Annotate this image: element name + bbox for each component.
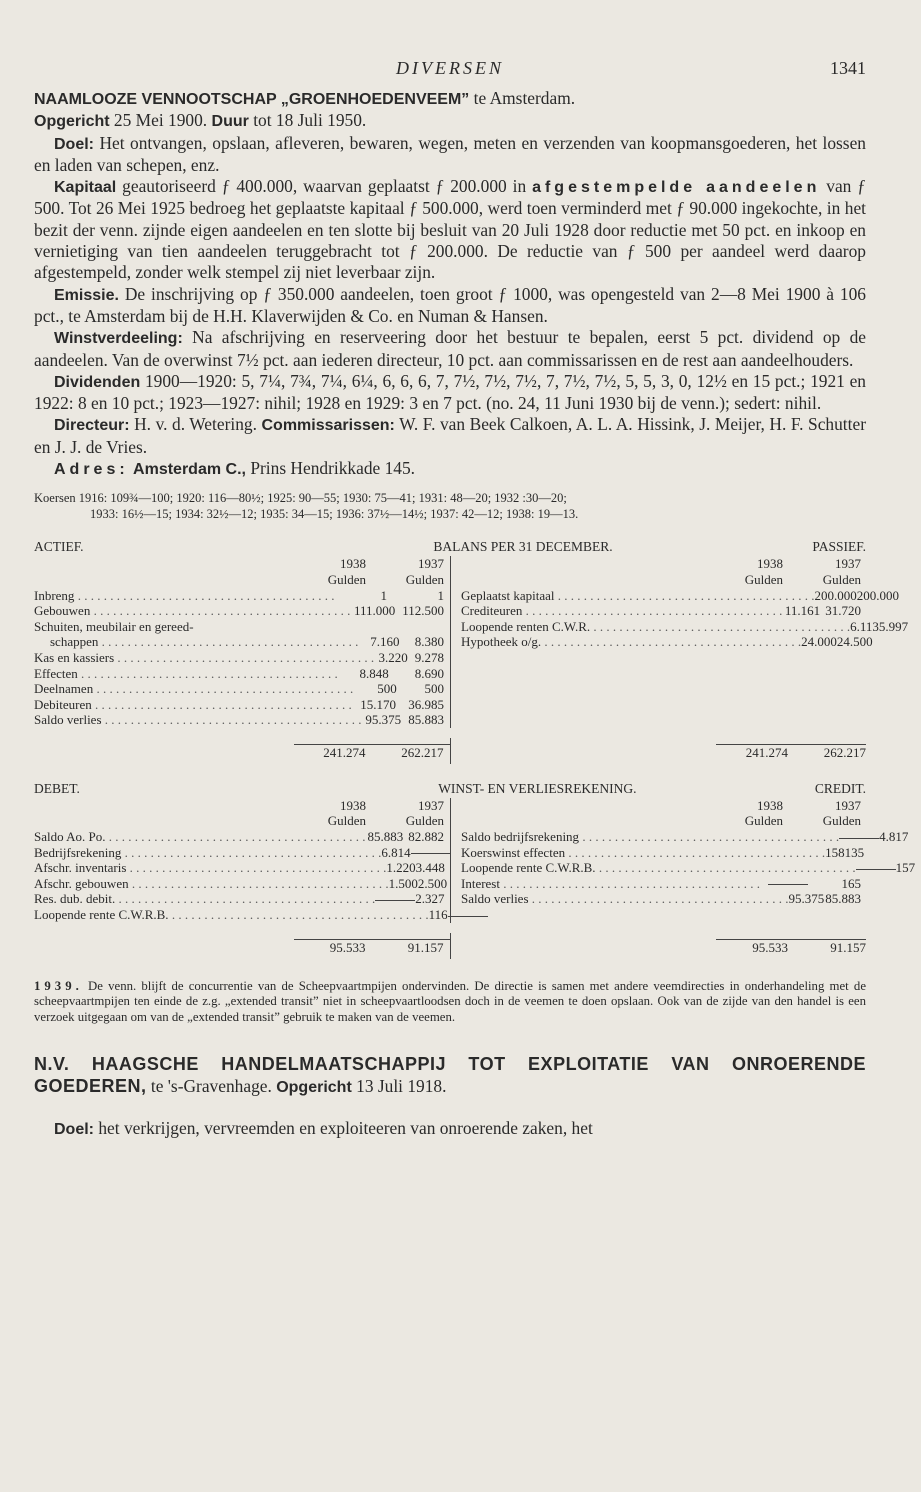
leader-dots: . . . . . . . . . . . . . . . . . . . . . . . . . . . . . . . . . . . . . . . . [93,681,354,697]
leader-dots: . . . . . . . . . . . . . . . . . . . . . . . . . . . . . . . . . . . . . . . . [121,844,382,860]
cell-1937: 9.278 [414,649,444,665]
row-label: Hypotheek o/g. [461,634,542,650]
leader-dots: . . . . . . . . . . . . . . . . . . . . . . . . . . . . . . . . . . . . . . . . [90,603,351,619]
doel-label: Doel: [54,135,94,153]
table-row [34,891,450,907]
year-heading: 1938 [757,797,783,813]
row-label: Saldo verlies [461,891,529,907]
row-label: Loopende rente C.W.R.B. [34,907,169,923]
directeur-label: Directeur: [54,417,130,435]
next-opgericht-label: Opgericht [276,1079,352,1097]
unit-heading: Gulden [822,571,861,587]
emissie-text: De inschrijving op ƒ 350.000 aandeelen, toen groot ƒ 1000, was opengesteld van 2—8 Mei 1900 à 106 pct., te Amsterdam bij de H.H. Klaverwijden & Co. en Numan & Hansen. [34,283,866,326]
winst-text: Na afschrijving en reserveering door het bestuur te bepalen, eerst 5 pct. dividend op de aandeelen. Van de overwinst 7½ pct. aan iederen directeur, 10 pct. aan commissarissen en de rest aan aandeelhouders. [34,327,866,370]
cell-1937: 135 [844,844,865,860]
table-row [451,603,867,619]
cell-1938: 1 [380,587,388,603]
cell-1937: 24.500 [836,634,873,650]
leader-dots: . . . . . . . . . . . . . . . . . . . . . . . . . . . . . . . . . . . . . . . . [541,634,802,650]
year-heading: 1937 [835,797,861,813]
leader-dots: . . . . . . . . . . . . . . . . . . . . . . . . . . . . . . . . . . . . . . . . [528,891,789,907]
row-label: Inbreng [34,587,75,603]
year-heading: 1937 [835,556,861,572]
nil-dash [839,838,879,839]
next-opgericht-text: 13 Juli 1918. [356,1076,447,1097]
cell-1938 [839,829,879,845]
cell-1938: 111.000 [354,603,396,619]
winst-label: Winstverdeeling: [54,330,183,348]
section-title: DIVERSEN [396,58,504,78]
leader-dots: . . . . . . . . . . . . . . . . . . . . . . . . . . . . . . . . . . . . . . . . [91,696,352,712]
table-row [451,634,873,650]
opgericht-label: Opgericht [34,113,110,131]
note-1939 [34,979,866,1026]
year-heading: 1938 [757,556,783,572]
row-label: Loopende rente C.W.R.B. [461,860,596,876]
table-row [34,619,450,635]
row-label: Schuiten, meubilair en gereed- [34,618,194,634]
row-label: schappen [50,634,99,650]
directeur-text: H. v. d. Wetering. [134,414,257,435]
cell-1938: 6.113 [850,618,879,634]
row-label: Afschr. inventaris [34,860,127,876]
winst-table [34,780,916,959]
cell-1937: 1 [437,587,444,603]
total-credit-1937: 91.157 [788,939,866,959]
company-location: te Amsterdam. [473,88,576,108]
leader-dots: . . . . . . . . . . . . . . . . . . . . . . . . . . . . . . . . . . . . . . . . [101,712,362,728]
nil-dash [856,869,896,870]
debet-column [34,798,451,923]
leader-dots: . . . . . . . . . . . . . . . . . . . . . . . . . . . . . . . . . . . . . . . . [114,649,375,665]
note-year: 1939. [34,978,83,993]
cell-1938: 500 [377,681,397,697]
table-row [34,876,450,892]
unit-heading: Gulden [405,813,444,829]
table-row [34,712,450,728]
cell-1937: 82.882 [408,829,444,845]
leader-dots: . . . . . . . . . . . . . . . . . . . . . . . . . . . . . . . . . . . . . . . . [128,875,389,891]
cell-1938: 95.375 [365,712,402,728]
cell-1937: 3.448 [415,860,445,876]
cell-1937 [411,845,457,861]
adres-city: Amsterdam C., [133,461,246,479]
total-debet-1938: 95.533 [294,939,366,959]
row-label: Interest [461,875,500,891]
cell-1938: 15.170 [360,696,397,712]
unit-heading: Gulden [405,571,444,587]
unit-heading: Gulden [327,813,366,829]
kapitaal-text-2: van ƒ 500. Tot 26 Mei 1925 bedroeg het geplaatste kapitaal ƒ 500.000, werd toen verminderd met ƒ 90.000 ingekochte, in het bezit der venn. zijnde eigen aandeelen en ten slotte bij besluit van 20 Juli 1928 door reductie met 50 pct. en inkoop en vernietiging van tien aandeelen teruggebracht tot ƒ 200.000. De reductie van ƒ 500 per aandeel werd daarop afgestempeld, zonder welk stempel zij niet leverbaar zijn. [34,176,866,283]
cell-1938 [760,876,808,892]
unit-heading: Gulden [744,571,783,587]
leader-dots: . . . . . . . . . . . . . . . . . . . . . . . . . . . . . . . . . . . . . . . . [126,860,387,876]
duur-label: Duur [211,113,249,131]
balans-left-caption: ACTIEF. [34,539,84,555]
row-label: Saldo bedrijfsrekening [461,829,580,845]
unit-heading: Gulden [327,571,366,587]
winst-captions [34,780,866,798]
total-actief-1938: 241.274 [294,744,366,764]
leader-dots: . . . . . . . . . . . . . . . . . . . . . . . . . . . . . . . . . . . . . . . . [499,875,760,891]
leader-dots: . . . . . . . . . . . . . . . . . . . . . . . . . . . . . . . . . . . . . . . . [579,829,840,845]
year-heading: 1937 [418,797,444,813]
cell-1938: 24.000 [801,634,837,650]
table-row [451,876,867,892]
row-label: Deelnamen [34,681,94,697]
total-debet-1937: 91.157 [366,939,450,959]
cell-1938: 116 [428,907,448,923]
leader-dots: . . . . . . . . . . . . . . . . . . . . . . . . . . . . . . . . . . . . . . . . [115,891,376,907]
nil-dash [375,900,415,901]
cell-1937: 8.380 [414,634,444,650]
cell-1937: 5.997 [878,618,909,634]
table-row [451,587,899,604]
adres-label: Adres: [54,461,129,479]
year-heading: 1938 [340,797,366,813]
nil-dash [411,853,451,854]
row-label: Debiteuren [34,696,92,712]
row-label: Crediteuren [461,603,523,619]
cell-1938: 11.161 [784,603,821,619]
cell-1937: 2.327 [415,891,445,907]
balans-table [34,538,909,764]
table-row [34,860,450,876]
leader-dots: . . . . . . . . . . . . . . . . . . . . . . . . . . . . . . . . . . . . . . . . [565,844,826,860]
cell-1938 [375,891,415,907]
doel-text: Het ontvangen, opslaan, afleveren, bewaren, wegen, meten en verzenden van koopmansgoederen, het lossen en laden van schepen, enz. [34,132,866,175]
cell-1938: 85.883 [367,829,404,845]
emissie-label: Emissie. [54,286,119,304]
table-row [34,588,450,604]
table-row [34,829,450,845]
cell-1937: 500 [424,681,444,697]
opgericht-text: 25 Mei 1900. [113,110,208,131]
unit-heading: Gulden [744,813,783,829]
row-label: Koerswinst effecten [461,844,566,860]
cell-1937: 4.817 [879,829,909,845]
cell-1937: 112.500 [402,603,444,619]
next-doel-text: het verkrijgen, vervreemden en exploiteeren van onroerende zaken, het [98,1117,593,1138]
commissarissen-text: W. F. van Beek Calkoen, A. L. A. Hissink, J. Meijer, H. F. Schutter en J. J. de Vries. [34,414,866,457]
cell-1937: 157 [895,860,916,876]
row-label: Loopende renten C.W.R. [461,618,591,634]
leader-dots: . . . . . . . . . . . . . . . . . . . . . . . . . . . . . . . . . . . . . . . . [554,587,815,603]
row-label: Saldo Ao. Po. [34,829,106,845]
koersen-line-1: Koersen 1916: 109¾—100; 1920: 116—80½; 1925: 90—55; 1930: 75—41; 1931: 48—20; 1932 :30—20; [34,491,567,506]
table-row [34,650,450,666]
table-row [34,634,450,650]
dividend-label: Dividenden [54,373,141,391]
cell-1937: 200.000 [856,587,899,603]
winst-center-caption: WINST- EN VERLIESREKENING. [438,780,637,796]
cell-1937: 8.690 [414,665,444,681]
dividend-text: 1900—1920: 5, 7¼, 7¾, 7¼, 6¼, 6, 6, 6, 7, 7½, 7½, 7½, 7, 7½, 7½, 5, 5, 3, 0, 12½ en 15 pct.; 1921 en 1922: 8 en 10 pct.; 1923—1927: nihil; 1928 en 1929: 3 en 7 pct. (no. 24, 11 Juni 1930 bij de venn.); sedert: nihil. [34,370,866,414]
running-header [34,58,866,88]
leader-dots: . . . . . . . . . . . . . . . . . . . . . . . . . . . . . . . . . . . . . . . . [77,665,338,681]
table-row [34,681,450,697]
total-credit-1938: 95.533 [716,939,788,959]
table-row [34,907,450,923]
cell-1938: 1.500 [388,875,418,891]
kapitaal-spaced: afgestempelde aandeelen [532,179,821,197]
table-row [34,697,450,713]
cell-1938: 8.848 [359,665,389,681]
koersen-line-2: 1933: 16½—15; 1934: 32½—12; 1935: 34—15; 1936: 37½—14½; 1937: 42—12; 1938: 19—13. [90,507,579,522]
total-passief-1938: 241.274 [716,744,788,764]
unit-heading: Gulden [822,813,861,829]
winst-left-caption: DEBET. [34,780,80,796]
credit-column [451,797,916,923]
page [34,58,916,1158]
adres-text: Prins Hendrikkade 145. [250,458,416,479]
table-row [34,603,450,619]
next-company-name: N.V. HAAGSCHE HANDELMAATSCHAPPIJ TOT EXPLOITATIE VAN ONROERENDE GOEDEREN, [34,1054,866,1097]
next-company-entry [34,1053,866,1140]
row-label: Kas en kassiers [34,649,115,665]
cell-1938: 7.160 [370,634,400,650]
row-label: Gebouwen [34,603,91,619]
next-company-location: te 's-Gravenhage. [150,1076,272,1097]
koersen [34,490,866,522]
table-row [34,666,450,682]
leader-dots: . . . . . . . . . . . . . . . . . . . . . . . . . . . . . . . . . . . . . . . . [590,618,851,634]
row-label: Saldo verlies [34,712,102,728]
cell-1938 [856,860,896,876]
duur-text: tot 18 Juli 1950. [253,110,367,131]
year-heading: 1938 [340,556,366,572]
cell-1938: 1.220 [386,860,416,876]
passief-column [451,556,909,728]
cell-1938: 200.000 [814,587,857,603]
table-row [451,891,867,907]
leader-dots: . . . . . . . . . . . . . . . . . . . . . . . . . . . . . . . . . . . . . . . . [105,829,366,845]
table-row [34,845,450,861]
cell-1938 [294,619,366,635]
table-row [451,845,867,861]
next-doel-label: Doel: [54,1120,94,1138]
page-number: 1341 [830,58,866,78]
row-label: Bedrijfsrekening [34,844,122,860]
cell-1937: 2.500 [417,875,448,891]
total-passief-1937: 262.217 [788,744,866,764]
row-label: Geplaatst kapitaal [461,587,555,603]
company-entry [34,88,866,480]
cell-1937 [366,619,450,635]
leader-dots: . . . . . . . . . . . . . . . . . . . . . . . . . . . . . . . . . . . . . . . . [98,634,359,650]
cell-1937: 165 [841,875,861,891]
leader-dots: . . . . . . . . . . . . . . . . . . . . . . . . . . . . . . . . . . . . . . . . [522,603,783,619]
cell-1938: 95.375 [788,891,825,907]
row-label: Afschr. gebouwen [34,875,129,891]
row-label: Res. dub. debit. [34,891,116,907]
actief-column [34,556,451,728]
winst-right-caption: CREDIT. [814,780,866,796]
balans-right-caption: PASSIEF. [812,539,866,555]
cell-1937: 31.720 [825,603,861,619]
balans-captions [34,538,866,556]
year-heading: 1937 [418,556,444,572]
table-row [451,860,916,876]
cell-1937: 85.883 [825,891,861,907]
leader-dots: . . . . . . . . . . . . . . . . . . . . . . . . . . . . . . . . . . . . . . . . [74,587,335,603]
leader-dots: . . . . . . . . . . . . . . . . . . . . . . . . . . . . . . . . . . . . . . . . [168,907,429,923]
cell-1937: 36.985 [408,696,444,712]
table-row [451,618,909,635]
balans-center-caption: BALANS PER 31 DECEMBER. [433,539,613,555]
leader-dots: . . . . . . . . . . . . . . . . . . . . . . . . . . . . . . . . . . . . . . . . [595,860,856,876]
nil-dash [768,884,808,885]
table-row [451,829,909,845]
row-label: Effecten [34,665,78,681]
commissarissen-label: Commissarissen: [261,417,395,435]
cell-1938: 158 [825,844,845,860]
kapitaal-text-1: geautoriseerd ƒ 400.000, waarvan geplaatst ƒ 200.000 in [122,176,527,197]
cell-1938: 6.814 [381,844,411,860]
company-name: NAAMLOOZE VENNOOTSCHAP „GROENHOEDENVEEM” [34,91,470,108]
note-text: De venn. blijft de concurrentie van de Scheepvaartmpijen ondervinden. De directie is samen met andere veemdirecties in onderhandeling met de scheepvaartmpijen ten einde de z.g. „extended transit” niet in scheepvaartloodsen doch in de veemen te doen opslaan. Ook van de zijde van den handel is een verzoek uitgegaan om van de „extended transit” gebruik te maken van de veemen. [34,978,866,1024]
kapitaal-label: Kapitaal [54,179,117,197]
cell-1937: 85.883 [408,712,444,728]
total-actief-1937: 262.217 [366,744,450,764]
cell-1938: 3.220 [378,649,408,665]
